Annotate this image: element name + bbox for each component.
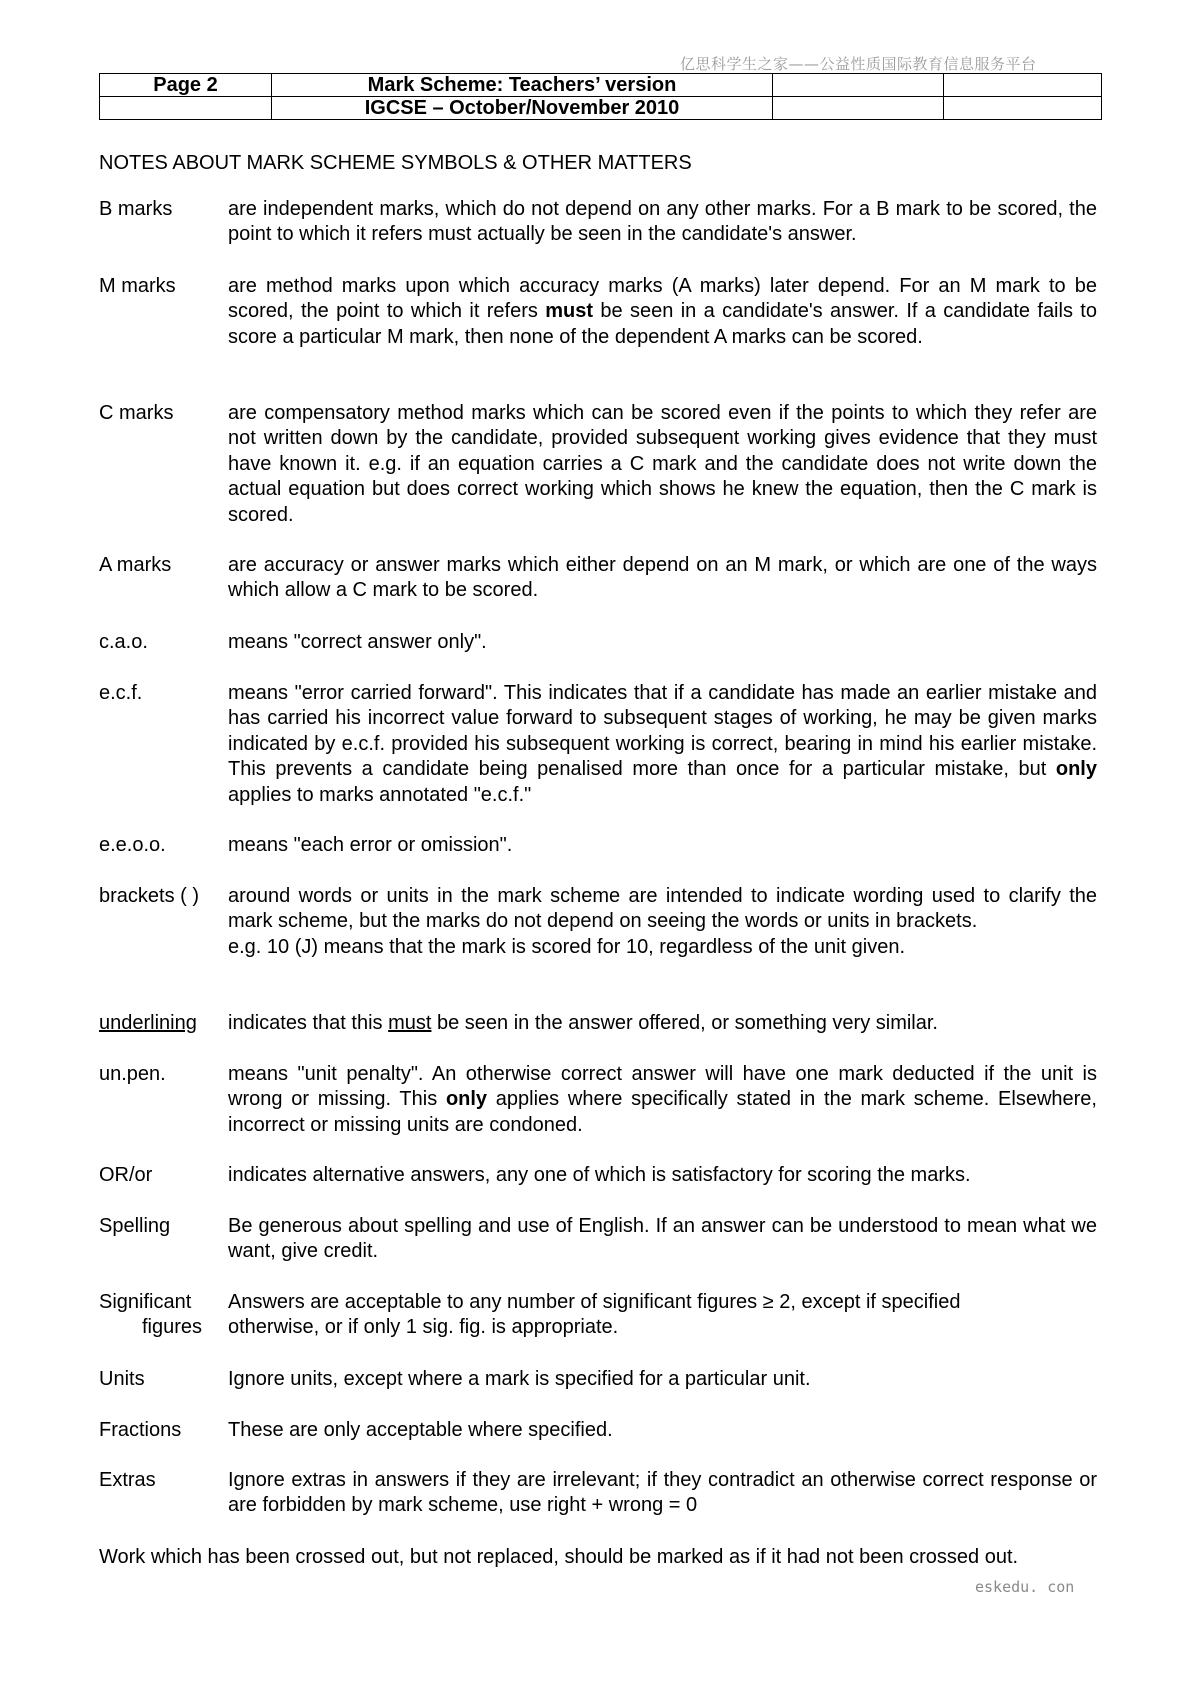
entry-a-marks [99, 553, 1097, 604]
term-description: Ignore extras in answers if they are irrelevant; if they contradict an otherwise correct response or are forbidden by mark scheme, use right + wrong = 0 [228, 1469, 1097, 1517]
term-description: are method marks upon which accuracy marks (A marks) later depend. For an M mark to be scored, the point to which it refers must be seen in a candidate's answer. If a candidate fails to score a particular M mark, then none of the dependent A marks can be scored. [228, 275, 1097, 348]
term-description: means "unit penalty". An otherwise correct answer will have one mark deducted if the unit is wrong or missing. This only applies where specifically stated in the mark scheme. Elsewhere, incorrect or missing units are condoned. [228, 1063, 1097, 1136]
term-description: Answers are acceptable to any number of significant figures ≥ 2, except if specified otherwise, or if only 1 sig. fig. is appropriate. [228, 1291, 961, 1339]
term-description: are independent marks, which do not depend on any other marks. For a B mark to be scored, the point to which it refers must actually be seen in the candidate's answer. [228, 198, 1097, 246]
watermark-top: 亿思科学生之家——公益性质国际教育信息服务平台 [680, 55, 1037, 73]
mark-scheme-title: Mark Scheme: Teachers’ version [272, 74, 773, 97]
entry-m-marks [99, 274, 1097, 350]
entry-extras [99, 1468, 1097, 1519]
term-label: M marks [99, 275, 176, 297]
term-label: un.pen. [99, 1063, 166, 1085]
entry-unpen [99, 1062, 1097, 1138]
term-description: means "each error or omission". [228, 834, 513, 856]
header-empty-cell [100, 97, 272, 120]
watermark-bottom: eskedu. con [975, 1578, 1075, 1596]
header-empty-cell [944, 97, 1102, 120]
entry-units [99, 1367, 1097, 1392]
entry-eeoo [99, 833, 1097, 858]
emphasis-only: only [1055, 758, 1097, 781]
term-description: Be generous about spelling and use of English. If an answer can be understood to mean what we want, give credit. [228, 1215, 1097, 1263]
term-description: Ignore units, except where a mark is specified for a particular unit. [228, 1368, 811, 1390]
term-label: Spelling [99, 1215, 171, 1237]
brackets-example: e.g. 10 (J) means that the mark is scored for 10, regardless of the unit given. [228, 935, 906, 958]
notes-heading: NOTES ABOUT MARK SCHEME SYMBOLS & OTHER MATTERS [99, 152, 692, 174]
term-description: means "error carried forward". This indicates that if a candidate has made an earlier mistake and has carried his incorrect value forward to subsequent stages of working, he may be given marks indicated by e.c.f. provided his subsequent working is correct, bearing in mind his earlier mistake. This prevents a candidate being penalised more than once for a particular mistake, but only applies to marks annotated "e.c.f." [228, 682, 1097, 806]
header-empty-cell [944, 74, 1102, 97]
term-label: e.c.f. [99, 682, 143, 704]
term-description: indicates alternative answers, any one of which is satisfactory for scoring the marks. [228, 1164, 971, 1186]
entry-significant-figures [99, 1290, 1097, 1341]
term-label: c.a.o. [99, 631, 148, 653]
term-description: are accuracy or answer marks which either depend on an M mark, or which are one of the ways which allow a C mark to be scored. [228, 554, 1097, 602]
term-label: Fractions [99, 1419, 182, 1441]
entry-ecf [99, 681, 1097, 808]
term-label: A marks [99, 554, 172, 576]
entry-fractions [99, 1418, 1097, 1443]
emphasis-must-underlined: must [388, 1012, 432, 1034]
entry-brackets [99, 884, 1097, 960]
entry-cao [99, 630, 1097, 655]
term-label: Significant figures [99, 1291, 203, 1339]
term-label: underlining [99, 1012, 197, 1034]
term-label: Extras [99, 1469, 156, 1491]
entry-spelling [99, 1214, 1097, 1265]
header-table [99, 73, 1102, 120]
crossed-out-note: Work which has been crossed out, but not replaced, should be marked as if it had not been crossed out. [99, 1546, 1019, 1568]
term-label: brackets ( ) [99, 885, 200, 907]
header-empty-cell [773, 97, 944, 120]
emphasis-only: only [445, 1088, 488, 1111]
header-empty-cell [773, 74, 944, 97]
term-description: indicates that this must be seen in the answer offered, or something very similar. [228, 1012, 938, 1034]
term-description: These are only acceptable where specified. [228, 1419, 613, 1441]
term-description: are compensatory method marks which can be scored even if the points to which they refer are not written down by the candidate, provided subsequent working gives evidence that they must have known it. e.g. if an equation carries a C mark and the candidate does not write down the actual equation but does correct working which shows he knew the equation, then the C mark is scored. [228, 402, 1097, 526]
emphasis-must: must [545, 300, 594, 323]
term-label: B marks [99, 198, 173, 220]
term-description: means "correct answer only". [228, 631, 487, 653]
term-label: Units [99, 1368, 145, 1390]
term-label: C marks [99, 402, 174, 424]
entry-underlining [99, 1011, 1097, 1036]
entry-b-marks [99, 197, 1097, 248]
term-description: around words or units in the mark scheme are intended to indicate wording used to clarify the mark scheme, but the marks do not depend on seeing the words or units in brackets. e.g. 10 (J) means that the mark is scored for 10, regardless of the unit given. [228, 884, 1097, 960]
exam-session-title: IGCSE – October/November 2010 [272, 97, 773, 120]
entry-or [99, 1163, 1097, 1188]
term-label: OR/or [99, 1164, 153, 1186]
page-label: Page 2 [100, 74, 272, 97]
term-label: e.e.o.o. [99, 834, 166, 856]
entry-c-marks [99, 401, 1097, 528]
